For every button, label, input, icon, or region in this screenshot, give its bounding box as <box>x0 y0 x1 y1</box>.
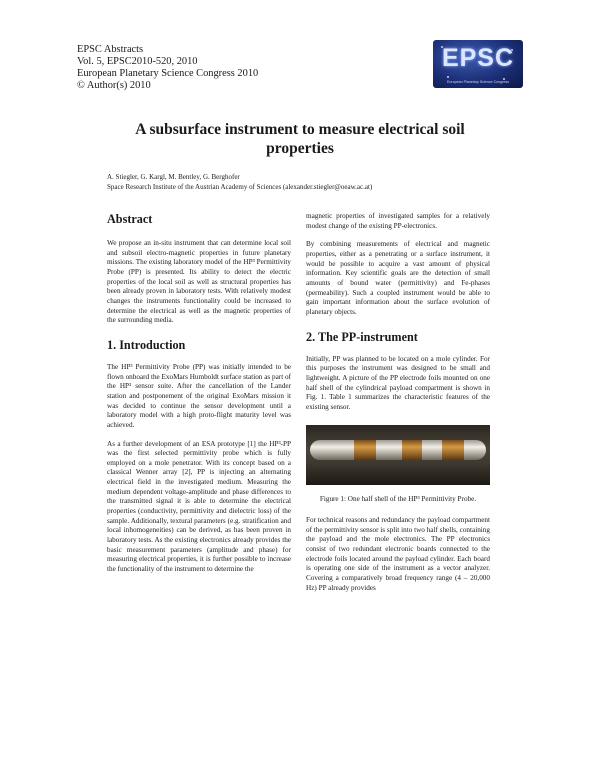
right-paragraph-2: By combining measurements of electrical and magnetic properties, either as a penetrating or a surface instrument, it would be possible to acquire a vast amount of physical information. Key scientific goals are the detection of small amounts of bound water (permittivity) and Fe-phases (permeability). Such a coupled instrument would be able to gain important information about the surface evolution of planetary objects. <box>306 240 490 316</box>
figure-1-image <box>306 425 490 485</box>
right-paragraph-1: magnetic properties of investigated samples for a relatively modest change of the existing PP-electronics. <box>306 212 490 230</box>
electrode-foil <box>442 440 464 460</box>
author-block <box>107 172 372 192</box>
introduction-heading: 1. Introduction <box>107 337 186 352</box>
figure-1-caption: Figure 1: One half shell of the HP³ Permittivity Probe. <box>319 494 477 503</box>
introduction-paragraph-1: The HP³ Permittivity Probe (PP) was initially intended to be flown onboard the ExoMars Humboldt surface station as part of the HP³ sensor suite. After the cancellation of the Lander station and postponement of the original ExoMars mission it was decided to continue the sensor development until a laboratory model with a high proto-flight maturity level was achieved. <box>107 362 291 429</box>
journal-name: EPSC Abstracts <box>77 44 144 55</box>
epsc-logo <box>433 40 523 88</box>
conference-name: European Planetary Science Congress 2010 <box>77 68 259 79</box>
right-column <box>306 212 490 593</box>
copyright-line: © Author(s) 2010 <box>77 80 151 91</box>
paper-title: A subsurface instrument to measure electrical soil properties <box>135 121 465 157</box>
pp-instrument-paragraph: Initially, PP was planned to be located on a mole cylinder. For this purposes the instrument was designed to be small and lightweight. A picture of the PP electrode foils mounted on one half shell of the cylindrical payload compartment is shown in Fig. 1. Table 1 summarizes the characteristic features of the existing sensor. <box>306 354 490 411</box>
introduction-paragraph-2: As a further development of an ESA prototype [1] the HP³-PP was the first selected permittivity probe which is fully employed on a mole penetrator. With its concept based on a classical Wenner array [2], PP is injecting an alternating electrical field in the investigated medium. Measuring the medium dependent voltage-amplitude and phase differences to the transmitted signal it is able to determine the electrical properties (conductivity, permittivity and dielectric loss) of the sample. Additionally, textural parameters (e.g. stratification and local inhomogeneities) can be derived, as has been proven in laboratory tests. As the existing electronics already provides the basic measurement parameters (amplitude and phase) for measuring electrical properties, it is further possible to increase the functionality of the instrument to determine the <box>107 439 291 574</box>
electrode-foil <box>354 440 376 460</box>
abstract-text: We propose an in-situ instrument that can determine local soil and subsoil electro-magnetic properties in future planetary missions. The existing laboratory model of the HP³ Permittivity Probe (PP) is presented. Its ability to detect the electric properties of the local soil as well as structural properties has been already proven in laboratory tests. With relatively modest changes the instruments functionality could be increased to determine the electrical as well as the magnetic properties of the surrounding media. <box>107 239 291 325</box>
right-paragraph-4: For technical reasons and redundancy the payload compartment of the permittivity sensor is split into two half shells, containing the payload and the mole electronics. The PP electronics consist of two redundant electronic boards connected to the electrode foils located around the payload cylinder. Each board is operating one side of the instrument as a vector analyzer. Covering a comparatively broad frequency range (4 – 20,000 Hz) PP already provides <box>306 516 490 592</box>
pp-instrument-heading: 2. The PP-instrument <box>306 329 418 344</box>
journal-volume: Vol. 5, EPSC2010-520, 2010 <box>77 56 198 67</box>
affiliation: Space Research Institute of the Austrian Academy of Sciences (alexander.stiegler@oeaw.ac.at) <box>107 183 373 191</box>
figure-background <box>306 465 490 485</box>
journal-header <box>77 44 258 92</box>
abstract-heading: Abstract <box>107 212 153 226</box>
electrode-foil <box>402 440 422 460</box>
left-column <box>107 212 291 575</box>
author-list: A. Stiegler, G. Kargl, M. Bentley, G. Berghofer <box>107 173 240 181</box>
logo-subtitle: European Planetary Science Congress <box>447 80 509 84</box>
logo-text: EPSC <box>441 44 515 72</box>
